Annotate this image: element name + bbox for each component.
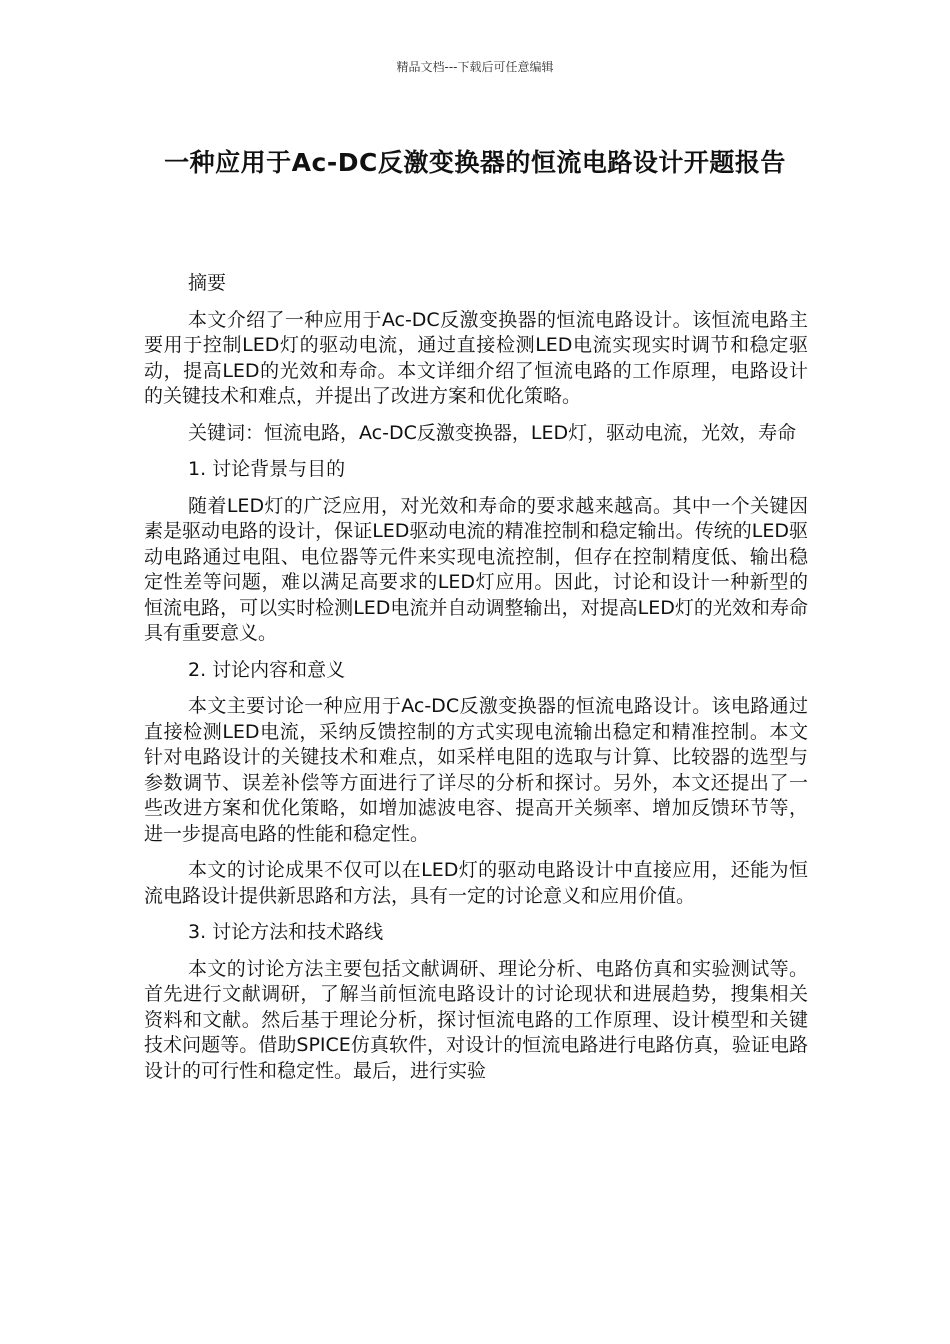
- document-title: 一种应用于Ac-DC反激变换器的恒流电路设计开题报告: [164, 148, 786, 177]
- abstract-paragraph: 本文介绍了一种应用于Ac-DC反激变换器的恒流电路设计。该恒流电路主要用于控制LED灯的驱动电流，通过直接检测LED电流实现实时调节和稳定驱动，提高LED的光效和寿命。本文详细介绍了恒流电路的工作原理，电路设计的关键技术和难点，并提出了改进方案和优化策略。: [144, 308, 808, 407]
- section-2-paragraph-1: 本文主要讨论一种应用于Ac-DC反激变换器的恒流电路设计。该电路通过直接检测LED电流，采纳反馈控制的方式实现电流输出稳定和精准控制。本文针对电路设计的关键技术和难点，如采样电阻的选取与计算、比较器的选型与参数调节、误差补偿等方面进行了详尽的分析和探讨。另外，本文还提出了一些改进方案和优化策略，如增加滤波电容、提高开关频率、增加反馈环节等，进一步提高电路的性能和稳定性。: [144, 695, 808, 845]
- section-heading-2: 2. 讨论内容和意义: [188, 658, 346, 681]
- keywords-paragraph: 关键词：恒流电路，Ac-DC反激变换器，LED灯，驱动电流，光效，寿命: [188, 421, 797, 444]
- abstract-heading: 摘要: [188, 272, 227, 294]
- section-2-paragraph-2: 本文的讨论成果不仅可以在LED灯的驱动电路设计中直接应用，还能为恒流电路设计提供新思路和方法，具有一定的讨论意义和应用价值。: [144, 859, 808, 907]
- section-heading-3: 3. 讨论方法和技术路线: [188, 921, 384, 943]
- section-3-paragraph: 本文的讨论方法主要包括文献调研、理论分析、电路仿真和实验测试等。首先进行文献调研，了解当前恒流电路设计的讨论现状和进展趋势，搜集相关资料和文献。然后基于理论分析，探讨恒流电路的工作原理、设计模型和关键技术问题等。借助SPICE仿真软件，对设计的恒流电路进行电路仿真，验证电路设计的可行性和稳定性。最后，进行实验: [144, 957, 808, 1082]
- document-body: [144, 271, 808, 1095]
- section-1-paragraph: 随着LED灯的广泛应用，对光效和寿命的要求越来越高。其中一个关键因素是驱动电路的设计，保证LED驱动电流的精准控制和稳定输出。传统的LED驱动电路通过电阻、电位器等元件来实现电流控制，但存在控制精度低、输出稳定性差等问题，难以满足高要求的LED灯应用。因此，讨论和设计一种新型的恒流电路，可以实时检测LED电流并自动调整输出，对提高LED灯的光效和寿命具有重要意义。: [144, 494, 808, 644]
- section-heading-1: 1. 讨论背景与目的: [188, 458, 346, 480]
- header-note: 精品文档---下载后可任意编辑: [396, 60, 554, 74]
